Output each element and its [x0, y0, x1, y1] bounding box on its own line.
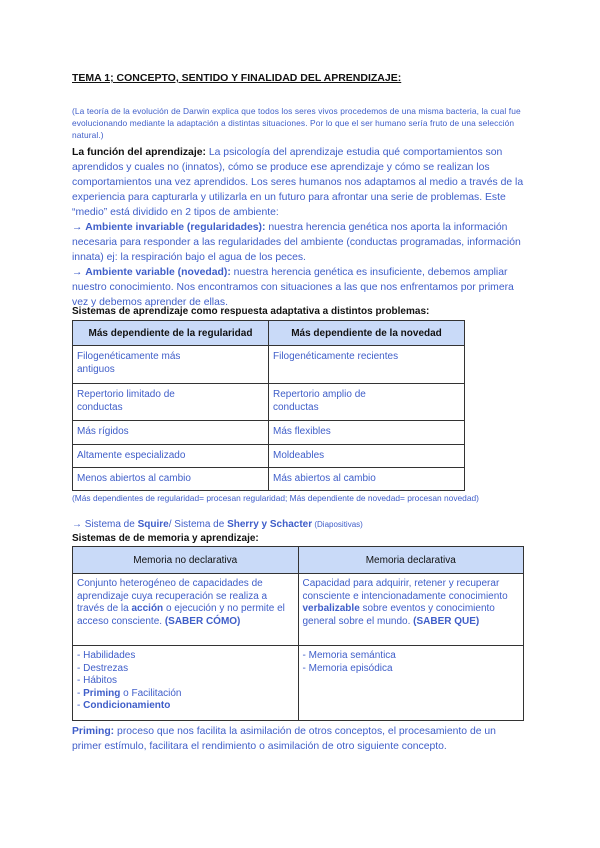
priming-paragraph: [72, 725, 528, 754]
invariable-text: nuestra herencia genética nos aporta la información necesaria para responder a las regularidades del ambiente (conductas programadas, información innata) ej: la respiración bajo el agua de los peces.: [72, 222, 521, 263]
invariable-label: Ambiente invariable (regularidades):: [85, 222, 266, 233]
darwin-note: (La teoría de la evolución de Darwin explica que todos los seres vivos procedemos de una misma bacteria, la cual fue evolucionando mediante la adaptación a distintas situaciones. Por lo que el ser humano sería fruto de una selección natural.): [72, 106, 521, 140]
table1-header-regularidad: Más dependiente de la regularidad: [73, 321, 269, 346]
list-item: - Hábitos: [77, 675, 118, 686]
variable-label: Ambiente variable (novedad):: [85, 267, 231, 278]
table2-header-declarativa: Memoria declarativa: [298, 547, 524, 574]
table2-heading: Sistemas de de memoria y aprendizaje:: [72, 533, 259, 544]
priming-label: Priming:: [72, 726, 115, 737]
table-cell: Más abiertos al cambio: [269, 468, 465, 491]
no-declarativa-definition: Conjunto heterogéneo de capacidades de aprendizaje cuya recuperación se realiza a través de la acción o ejecución y no permite el acceso consciente. (SABER CÓMO): [73, 574, 299, 646]
declarativa-list: [298, 646, 524, 721]
memory-systems-table: [72, 546, 524, 721]
page-title: TEMA 1; CONCEPTO, SENTIDO Y FINALIDAD DEL APRENDIZAJE:: [72, 72, 402, 84]
list-item: - Memoria episódica: [302, 662, 393, 674]
funcion-heading: La función del aprendizaje:: [72, 147, 206, 158]
table-cell: Moldeables: [269, 445, 465, 468]
table-cell: Más flexibles: [269, 421, 465, 445]
list-item: - Condicionamiento: [77, 700, 171, 711]
priming-text: proceso que nos facilita la asimilación de otros conceptos, el procesamiento de un primer estímulo, facilitara el rendimiento o asimilación de otro siguiente concepto.: [72, 726, 496, 752]
table-cell: Altamente especializado: [73, 445, 269, 468]
squire-prefix: → Sistema de: [72, 519, 138, 530]
sherry-name: Sherry y Schacter: [227, 519, 313, 530]
declarativa-definition: Capacidad para adquirir, retener y recuperar consciente e intencionadamente conocimiento verbalizable sobre eventos y conocimiento general sobre el mundo. (SABER QUE): [298, 574, 524, 646]
variable-text: nuestra herencia genética es insuficiente, debemos ampliar nuestro conocimiento. Nos encontramos con situaciones a las que nos enfrentamos por primera vez y debemos aprender de ellas.: [72, 267, 514, 308]
table1-header-novedad: Más dependiente de la novedad: [269, 321, 465, 346]
table-cell: Filogenéticamente recientes: [269, 346, 465, 384]
arrow-icon: →: [72, 267, 86, 278]
table-cell: Filogenéticamente más antiguos: [73, 346, 269, 384]
learning-systems-table: [72, 320, 465, 491]
funcion-section: [72, 145, 528, 310]
table-cell: Menos abiertos al cambio: [73, 468, 269, 491]
squire-mid: / Sistema de: [168, 519, 228, 530]
no-declarativa-list: [73, 646, 299, 721]
list-item: - Priming o Facilitación: [77, 687, 182, 699]
arrow-icon: →: [72, 222, 86, 233]
table-cell: Más rígidos: [73, 421, 269, 445]
table1-note: (Más dependientes de regularidad= procesan regularidad; Más dependiente de novedad= procesan novedad): [72, 493, 479, 503]
squire-name: Squire: [137, 519, 169, 530]
squire-line: [72, 519, 363, 530]
list-item: - Habilidades: [77, 650, 136, 661]
squire-suffix: (Diapositivas): [312, 520, 363, 529]
list-item: - Destrezas: [77, 662, 129, 674]
list-item: - Memoria semántica: [302, 650, 396, 661]
funcion-text: La psicología del aprendizaje estudia qué comportamientos son aprendidos y cuales no (innatos), cómo se produce ese aprendizaje y cómo se realizan los comportamientos una vez aprendidos. Los seres humanos nos adaptamos al medio a través de la experiencia para capturarla y utilizarla en un futuro para afrontar una serie de problemas. Este “medio” está dividido en 2 tipos de ambiente:: [72, 147, 524, 218]
table-cell: Repertorio limitado de conductas: [73, 384, 269, 421]
table1-heading: Sistemas de aprendizaje como respuesta adaptativa a distintos problemas:: [72, 306, 430, 317]
table2-header-no-declarativa: Memoria no declarativa: [73, 547, 299, 574]
table-cell: Repertorio amplio de conductas: [269, 384, 465, 421]
